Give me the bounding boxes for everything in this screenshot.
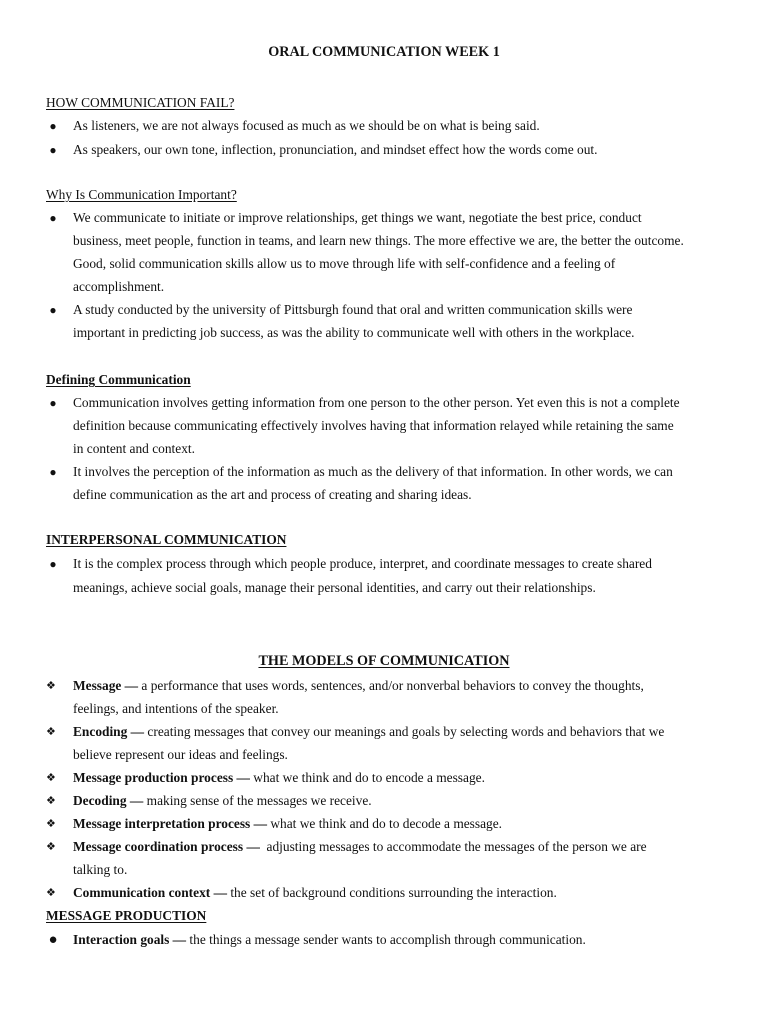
model-definition: what we think and do to encode a message. (249, 770, 485, 785)
model-item-message-line-1 (73, 678, 644, 694)
section-2-bullet-2-line-2: important in predicting job success, as was the ability to communicate well with others in the workplace. (73, 325, 635, 340)
diamond-bullet-icon: ❖ (46, 817, 56, 830)
bullet-dot-icon: ● (49, 119, 57, 133)
model-item-message-line-2: feelings, and intentions of the speaker. (73, 701, 279, 716)
section-2-bullet-1-line-4: accomplishment. (73, 279, 165, 294)
model-item-communication-context (73, 885, 557, 901)
diamond-bullet-icon: ❖ (46, 794, 56, 807)
section-heading-why-important: Why Is Communication Important? (46, 187, 237, 202)
diamond-bullet-icon: ❖ (46, 725, 56, 738)
page-title: ORAL COMMUNICATION WEEK 1 (268, 44, 500, 60)
model-term: Message production process — (73, 770, 250, 785)
section-3-bullet-1-line-2: definition because communicating effectively involves having that information relayed while retaining the same (73, 418, 674, 433)
model-term: Interaction goals — (73, 932, 187, 947)
model-definition: what we think and do to decode a message. (267, 816, 503, 831)
bullet-dot-icon: ● (49, 396, 57, 410)
model-item-message-interpretation-process (73, 816, 502, 832)
model-definition: making sense of the messages we receive. (143, 793, 372, 808)
section-3-bullet-2-line-1: It involves the perception of the information as much as the delivery of that information. In other words, we can (73, 464, 673, 479)
model-term: Encoding — (73, 724, 145, 739)
model-term: Message interpretation process — (73, 816, 268, 831)
model-definition: adjusting messages to accommodate the messages of the person we are (259, 839, 647, 854)
model-term: Message coordination process — (73, 839, 260, 854)
section-heading-defining-communication: Defining Communication (46, 372, 191, 387)
section-2-bullet-1-line-3: Good, solid communication skills allow us to move through life with self-confidence and a feeling of (73, 256, 616, 271)
model-definition: the set of background conditions surrounding the interaction. (226, 885, 557, 900)
section-1-bullet-2-line-1: As speakers, our own tone, inflection, pronunciation, and mindset effect how the words come out. (73, 142, 598, 157)
models-heading: THE MODELS OF COMMUNICATION (258, 653, 510, 669)
model-item-decoding (73, 793, 372, 809)
model-item-encoding-line-2: believe represent our ideas and feelings. (73, 747, 288, 762)
section-heading-how-communication-fail: HOW COMMUNICATION FAIL? (46, 95, 235, 110)
model-term: Communication context — (73, 885, 227, 900)
section-heading-message-production: MESSAGE PRODUCTION (46, 908, 207, 923)
section-4-bullet-1-line-2: meanings, achieve social goals, manage their personal identities, and carry out their relationships. (73, 580, 596, 595)
section-3-bullet-2-line-2: define communication as the art and process of creating and sharing ideas. (73, 487, 472, 502)
section-3-bullet-1-line-3: in content and context. (73, 441, 195, 456)
model-item-encoding-line-1 (73, 724, 664, 740)
model-definition: the things a message sender wants to accomplish through communication. (186, 932, 586, 947)
bullet-dot-icon: ● (49, 303, 57, 317)
bullet-dot-icon: ● (49, 465, 57, 479)
model-term: Decoding — (73, 793, 144, 808)
section-4-bullet-1-line-1: It is the complex process through which people produce, interpret, and coordinate messages to create shared (73, 556, 652, 571)
model-term: Message — (73, 678, 139, 693)
model-item-message-coordination-line-2: talking to. (73, 862, 128, 877)
message-production-item-interaction-goals (73, 932, 586, 948)
section-2-bullet-1-line-1: We communicate to initiate or improve relationships, get things we want, negotiate the best price, conduct (73, 210, 642, 225)
model-definition: a performance that uses words, sentences, and/or nonverbal behaviors to convey the thoughts, (138, 678, 644, 693)
diamond-bullet-icon: ❖ (46, 679, 56, 692)
section-heading-interpersonal-communication: INTERPERSONAL COMMUNICATION (46, 532, 287, 547)
bullet-dot-icon: ● (49, 557, 57, 571)
model-item-message-production-process (73, 770, 485, 786)
bullet-dot-icon: ● (49, 211, 57, 225)
section-2-bullet-1-line-2: business, meet people, function in teams, and learn new things. The more effective we are, the better the outcome. (73, 233, 684, 248)
section-1-bullet-1-line-1: As listeners, we are not always focused as much as we should be on what is being said. (73, 118, 540, 133)
model-definition: creating messages that convey our meanings and goals by selecting words and behaviors that we (144, 724, 665, 739)
bullet-dot-icon: ● (48, 932, 58, 948)
diamond-bullet-icon: ❖ (46, 840, 56, 853)
bullet-dot-icon: ● (49, 143, 57, 157)
model-item-message-coordination-line-1 (73, 839, 647, 855)
diamond-bullet-icon: ❖ (46, 886, 56, 899)
section-3-bullet-1-line-1: Communication involves getting information from one person to the other person. Yet even this is not a complete (73, 395, 680, 410)
diamond-bullet-icon: ❖ (46, 771, 56, 784)
section-2-bullet-2-line-1: A study conducted by the university of Pittsburgh found that oral and written communication skills were (73, 302, 633, 317)
